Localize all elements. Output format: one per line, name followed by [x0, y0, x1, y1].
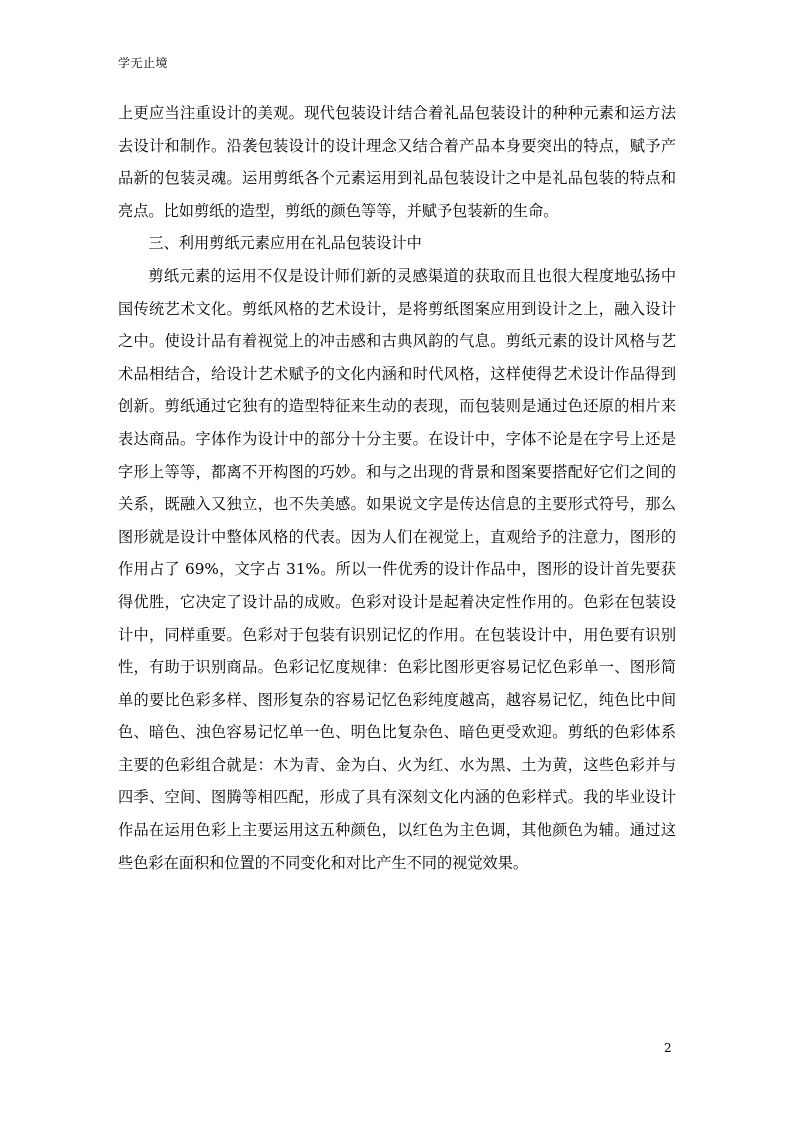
- paragraph-1: 上更应当注重设计的美观。现代包装设计结合着礼品包装设计的种种元素和运方法去设计和制作。沿袭包装设计的设计理念又结合着产品本身要突出的特点，赋予产品新的包装灵魂。运用剪纸各个元素运用到礼品包装设计之中是礼品包装的特点和亮点。比如剪纸的造型，剪纸的颜色等等，并赋予包装新的生命。: [118, 104, 676, 220]
- page-header: 学无止境: [118, 56, 169, 70]
- section-heading: 三、利用剪纸元素应用在礼品包装设计中: [148, 234, 422, 253]
- document-body: [118, 97, 676, 879]
- page-number: 2: [664, 1041, 672, 1055]
- paragraph-2: 剪纸元素的运用不仅是设计师们新的灵感渠道的获取而且也很大程度地弘扬中国传统艺术文化。剪纸风格的艺术设计，是将剪纸图案应用到设计之上，融入设计之中。使设计品有着视觉上的冲击感和古典风韵的气息。剪纸元素的设计风格与艺术品相结合，给设计艺术赋予的文化内涵和时代风格，这样使得艺术设计作品得到创新。剪纸通过它独有的造型特征来生动的表现，而包装则是通过色还原的相片来表达商品。字体作为设计中的部分十分主要。在设计中，字体不论是在字号上还是字形上等等，都离不开构图的巧妙。和与之出现的背景和图案要搭配好它们之间的关系，既融入又独立，也不失美感。如果说文字是传达信息的主要形式符号，那么图形就是设计中整体风格的代表。因为人们在视觉上，直观给予的注意力，图形的作用占了 69%，文字占 31%。所以一件优秀的设计作品中，图形的设计首先要获得优胜，它决定了设计品的成败。色彩对设计是起着决定性作用的。色彩在包装设计中，同样重要。色彩对于包装有识别记忆的作用。在包装设计中，用色要有识别性，有助于识别商品。色彩记忆度规律：色彩比图形更容易记忆色彩单一、图形简单的要比色彩多样、图形复杂的容易记忆色彩纯度越高，越容易记忆，纯色比中间色、暗色、浊色容易记忆单一色、明色比复杂色、暗色更受欢迎。剪纸的色彩体系主要的色彩组合就是：木为青、金为白、火为红、水为黑、土为黄，这些色彩并与四季、空间、图腾等相匹配，形成了具有深刻文化内涵的色彩样式。我的毕业设计作品在运用色彩上主要运用这五种颜色，以红色为主色调，其他颜色为辅。通过这些色彩在面积和位置的不同变化和对比产生不同的视觉效果。: [118, 266, 676, 872]
